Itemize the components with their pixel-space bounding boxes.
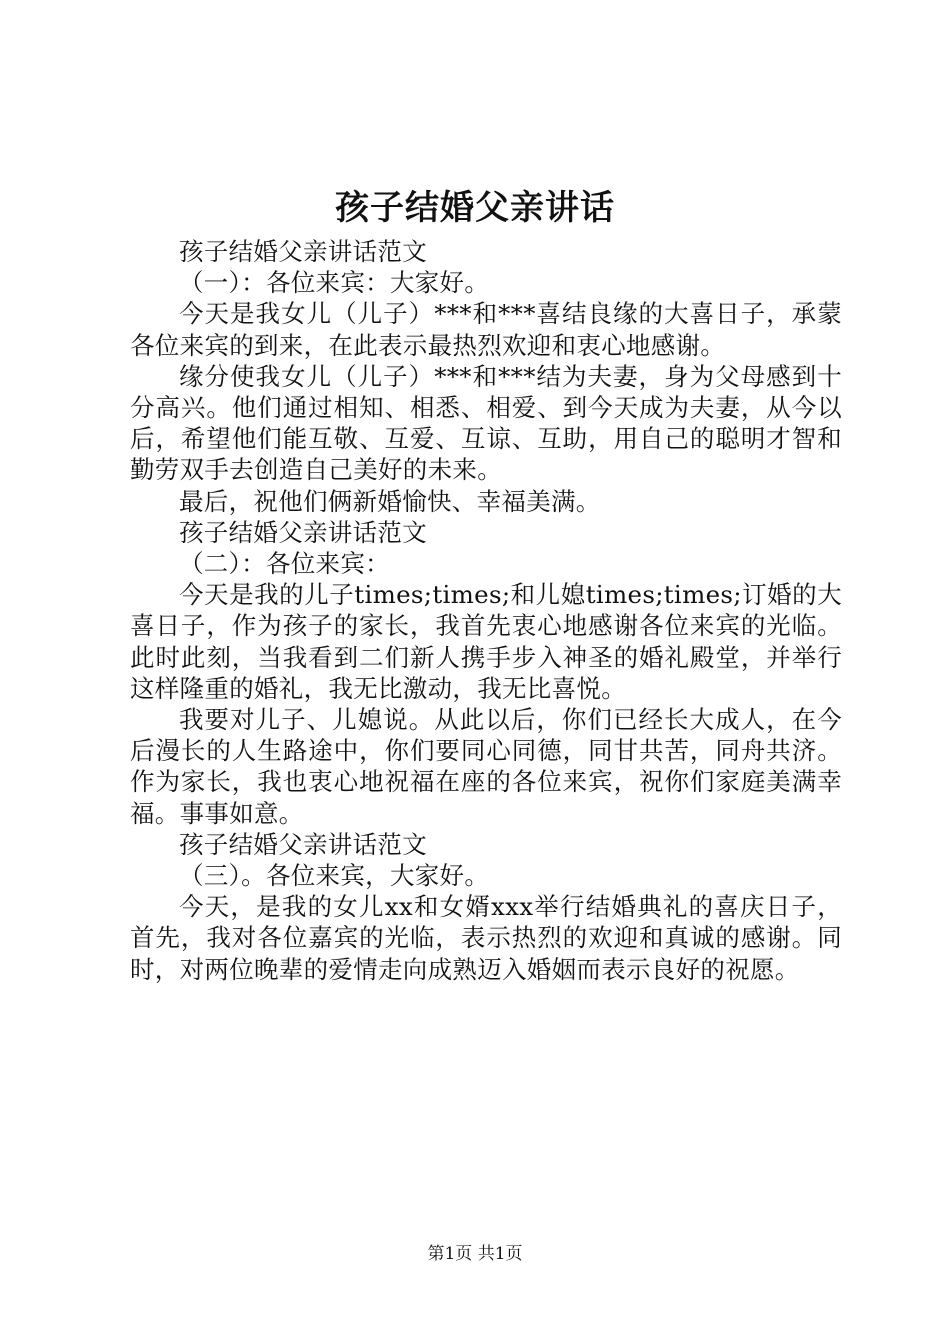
greeting-3: （三）。各位来宾，大家好。 bbox=[179, 861, 490, 891]
page-footer: 第1页 共1页 bbox=[427, 1244, 523, 1264]
paragraph: 最后，祝他们俩新婚愉快、幸福美满。 bbox=[179, 486, 601, 516]
section-heading-3: 孩子结婚父亲讲话范文 bbox=[179, 829, 427, 859]
greeting-1: （一）：各位来宾：大家好。 bbox=[179, 268, 490, 298]
paragraph: 今天是我女儿（儿子）***和***喜结良缘的大喜日子，承蒙各位来宾的到来，在此表示最热烈欢迎和衷心地感谢。 bbox=[130, 299, 842, 360]
document-title: 孩子结婚父亲讲话 bbox=[335, 188, 615, 228]
section-heading-1: 孩子结婚父亲讲话范文 bbox=[179, 237, 427, 266]
section-heading-2: 孩子结婚父亲讲话范文 bbox=[179, 517, 427, 547]
document-body bbox=[130, 236, 842, 985]
paragraph: 今天，是我的女儿xx和女婿xxx举行结婚典礼的喜庆日子，首先，我对各位嘉宾的光临，表示热烈的欢迎和真诚的感谢。同时，对两位晚辈的爱情走向成熟迈入婚姻而表示良好的祝愿。 bbox=[130, 892, 842, 984]
paragraph: 今天是我的儿子times;times;和儿媳times;times;订婚的大喜日子，作为孩子的家长，我首先衷心地感谢各位来宾的光临。此时此刻，当我看到二们新人携手步入神圣的婚礼殿堂，并举行这样隆重的婚礼，我无比激动，我无比喜悦。 bbox=[130, 580, 842, 703]
paragraph: 我要对儿子、儿媳说。从此以后，你们已经长大成人，在今后漫长的人生路途中，你们要同心同德，同甘共苦，同舟共济。作为家长，我也衷心地祝福在座的各位来宾，祝你们家庭美满幸福。事事如意。 bbox=[130, 705, 842, 828]
paragraph: 缘分使我女儿（儿子）***和***结为夫妻，身为父母感到十分高兴。他们通过相知、相悉、相爱、到今天成为夫妻，从今以后，希望他们能互敬、互爱、互谅、互助，用自己的聪明才智和勤劳双手去创造自己美好的未来。 bbox=[130, 361, 842, 485]
greeting-2: （二）：各位来宾： bbox=[179, 549, 390, 579]
